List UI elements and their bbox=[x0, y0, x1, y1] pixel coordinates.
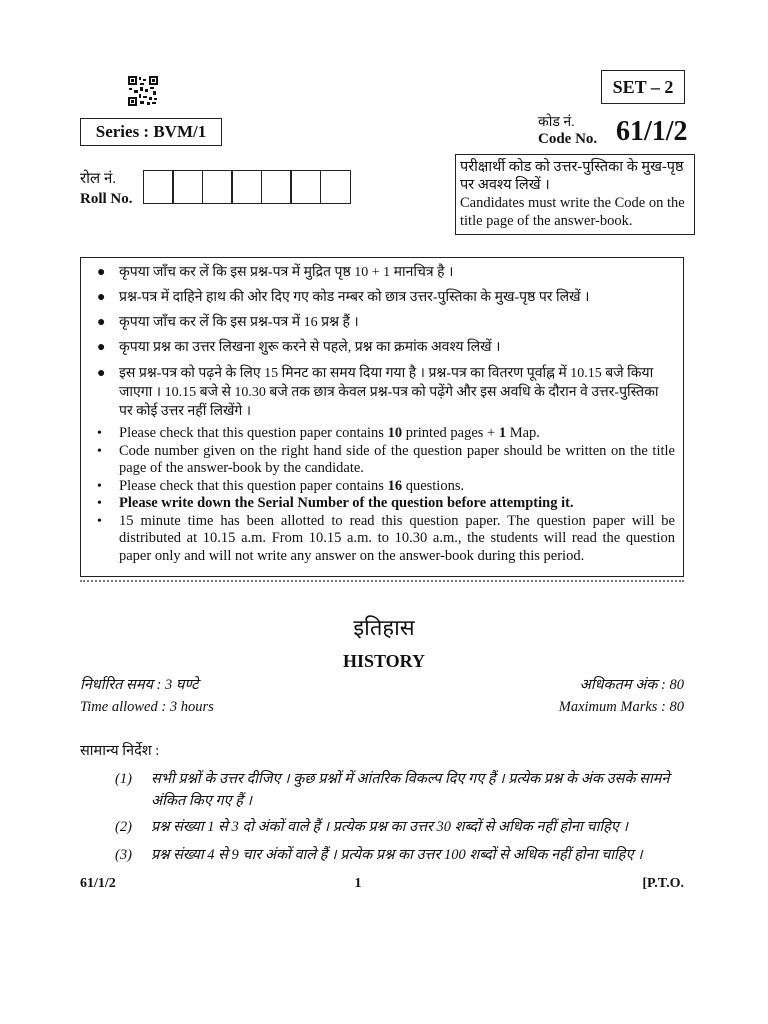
candidate-note-box bbox=[455, 154, 695, 235]
roll-label-hindi: रोल नं. bbox=[80, 171, 117, 187]
bullet-icon: • bbox=[97, 426, 102, 441]
page-number: 1 bbox=[354, 876, 362, 891]
bullet-icon: • bbox=[97, 496, 102, 511]
instruction-english: • 15 minute time has been allotted to read this question paper. The question paper will be distributed at 10.15 a.m. From 10.15 a.m. to 10.30 a.m., the students will read the question paper only and will not write any answer on the answer-book during this period. bbox=[97, 512, 675, 564]
code-number: 61/1/2 bbox=[616, 116, 688, 147]
item-number: (1) bbox=[115, 771, 132, 787]
qr-code-icon bbox=[128, 76, 158, 106]
series-label: Series : BVM/1 bbox=[80, 118, 222, 146]
bullet-icon: ● bbox=[97, 290, 106, 305]
code-label-english: Code No. bbox=[538, 131, 598, 147]
time-allowed-english: Time allowed : 3 hours bbox=[80, 699, 214, 715]
max-marks-hindi: अधिकतम अंक : 80 bbox=[579, 677, 684, 693]
item-number: (3) bbox=[115, 847, 132, 863]
pto-label: [P.T.O. bbox=[642, 876, 684, 891]
subject-title-hindi: इतिहास bbox=[353, 615, 415, 640]
instruction-hindi: ● प्रश्न-पत्र में दाहिने हाथ की ओर दिए गए कोड नम्बर को छात्र उत्तर-पुस्तिका के मुख-पृष्ठ पर लिखें । bbox=[97, 290, 590, 305]
general-instruction-item bbox=[115, 844, 685, 866]
bullet-icon: • bbox=[97, 513, 102, 529]
general-instruction-item bbox=[115, 768, 685, 812]
set-label: SET – 2 bbox=[601, 70, 685, 104]
item-number: (2) bbox=[115, 819, 132, 835]
item-text: प्रश्न संख्या 4 से 9 चार अंकों वाले हैं । प्रत्येक प्रश्न का उत्तर 100 शब्दों से अधिक नहीं होना चाहिए । bbox=[151, 847, 643, 863]
instruction-english: • Please check that this question paper contains 16 questions. bbox=[97, 477, 465, 494]
candidate-note-hindi: परीक्षार्थी कोड को उत्तर-पुस्तिका के मुख-पृष्ठ पर अवश्य लिखें । bbox=[460, 159, 684, 193]
roll-digit-box[interactable] bbox=[202, 170, 233, 204]
item-text: सभी प्रश्नों के उत्तर दीजिए । कुछ प्रश्नों में आंतरिक विकल्प दिए गए हैं । प्रत्येक प्रश्न के अंक उसके सामने अंकित किए गए हैं । bbox=[151, 771, 670, 809]
instruction-english: • Code number given on the right hand side of the question paper should be written on the title page of the answer-book by the candidate. bbox=[97, 442, 675, 476]
general-instructions-heading: सामान्य निर्देश : bbox=[80, 743, 160, 759]
roll-digit-box[interactable] bbox=[290, 170, 321, 204]
bullet-icon: ● bbox=[97, 315, 106, 330]
bullet-icon: • bbox=[97, 443, 102, 459]
roll-digit-box[interactable] bbox=[261, 170, 292, 204]
bullet-icon: ● bbox=[97, 340, 106, 355]
instruction-english: • Please check that this question paper contains 10 printed pages + 1 Map. bbox=[97, 425, 540, 441]
item-text: प्रश्न संख्या 1 से 3 दो अंकों वाले हैं । प्रत्येक प्रश्न का उत्तर 30 शब्दों से अधिक नहीं होना चाहिए । bbox=[151, 819, 628, 835]
general-instruction-item bbox=[115, 816, 685, 838]
max-marks-english: Maximum Marks : 80 bbox=[558, 699, 684, 715]
instruction-hindi: ● कृपया जाँच कर लें कि इस प्रश्न-पत्र में 16 प्रश्न हैं । bbox=[97, 315, 359, 330]
roll-digit-box[interactable] bbox=[143, 170, 174, 204]
roll-digit-box[interactable] bbox=[172, 170, 203, 204]
roll-number-boxes[interactable] bbox=[144, 170, 351, 204]
instruction-hindi: ● कृपया जाँच कर लें कि इस प्रश्न-पत्र में मुद्रित पृष्ठ 10 + 1 मानचित्र है । bbox=[97, 265, 454, 280]
code-label-hindi: कोड नं. bbox=[538, 115, 575, 130]
roll-digit-box[interactable] bbox=[231, 170, 262, 204]
subject-title-english: HISTORY bbox=[342, 651, 426, 671]
instruction-hindi: ● कृपया प्रश्न का उत्तर लिखना शुरू करने से पहले, प्रश्न का क्रमांक अवश्य लिखें । bbox=[97, 340, 501, 355]
divider bbox=[80, 580, 684, 582]
instruction-english: • Please write down the Serial Number of the question before attempting it. bbox=[97, 495, 574, 511]
bullet-icon: ● bbox=[97, 366, 106, 381]
roll-label-english: Roll No. bbox=[80, 191, 133, 207]
candidate-note-english: Candidates must write the Code on the title page of the answer-book. bbox=[460, 195, 685, 229]
roll-digit-box[interactable] bbox=[320, 170, 351, 204]
bullet-icon: ● bbox=[97, 265, 106, 280]
bullet-icon: • bbox=[97, 478, 102, 494]
time-allowed-hindi: निर्धारित समय : 3 घण्टे bbox=[80, 677, 199, 693]
instructions-box bbox=[80, 257, 684, 577]
footer-code: 61/1/2 bbox=[80, 876, 116, 891]
instruction-hindi: ● इस प्रश्न-पत्र को पढ़ने के लिए 15 मिनट का समय दिया गया है । प्रश्न-पत्र का वितरण पूर्वाह्न में 10.15 बजे किया जाएगा । 10.15 बजे से 10.30 बजे तक छात्र केवल प्रश्न-पत्र को पढ़ेंगे और इस अवधि के दौरान वे उत्तर-पुस्तिका पर कोई उत्तर नहीं लिखेंगे । bbox=[97, 366, 659, 419]
